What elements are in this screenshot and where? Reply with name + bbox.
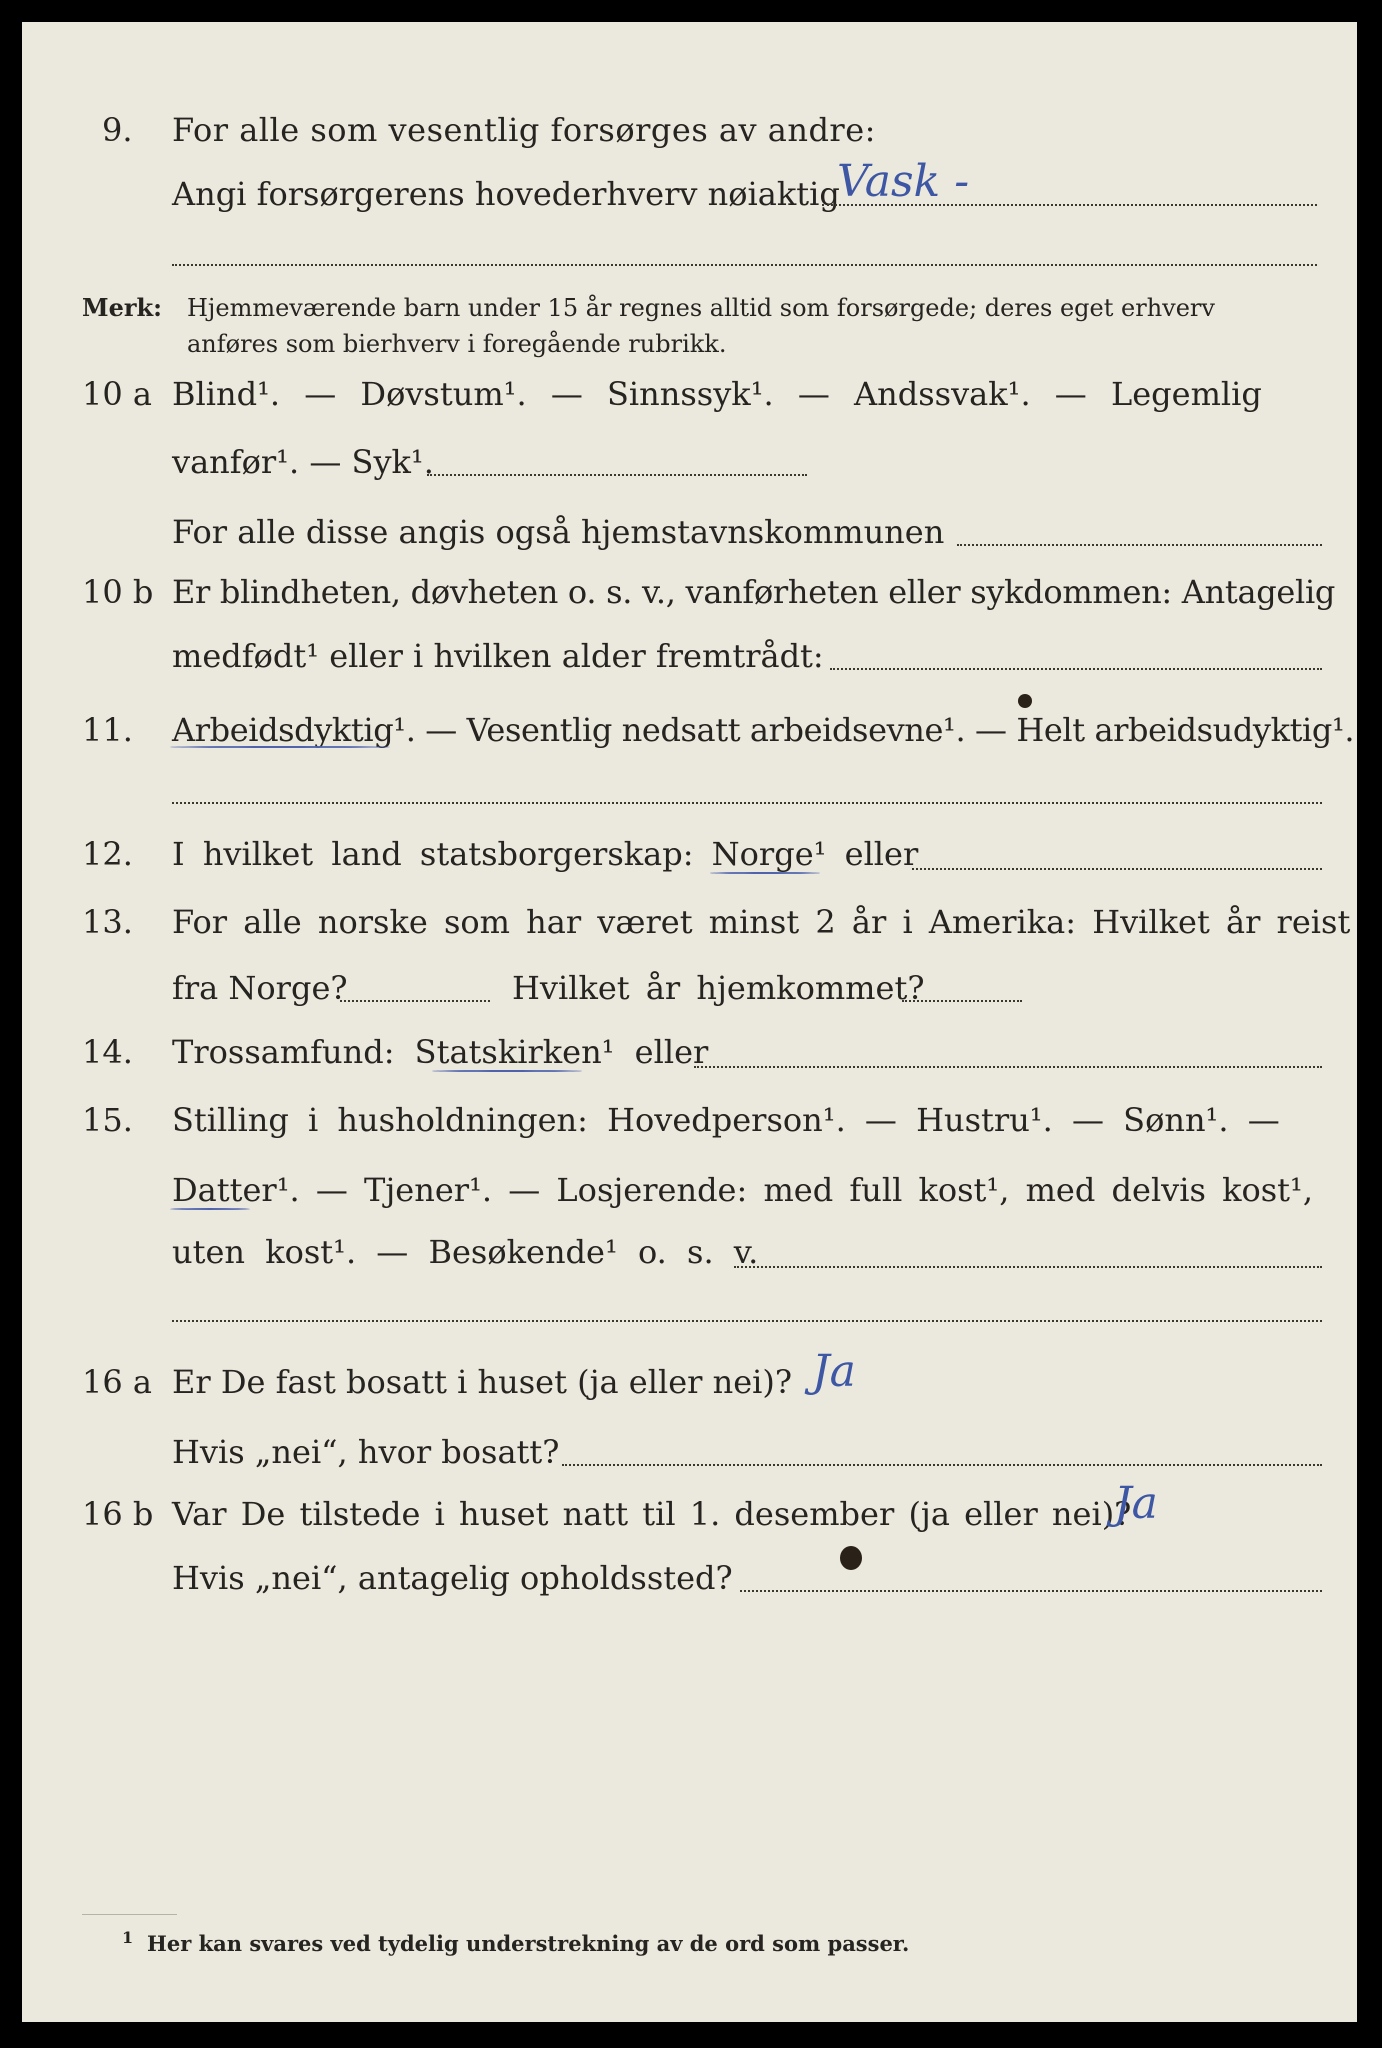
q16a-number: 16 a xyxy=(82,1363,152,1401)
q16b-handwritten-answer: Ja xyxy=(1114,1478,1158,1529)
q15-underline-mark xyxy=(170,1208,250,1210)
q12-underline-mark xyxy=(710,872,820,874)
q9-number: 9. xyxy=(102,111,133,149)
q10a-kommune-line xyxy=(957,544,1322,546)
q13-number: 13. xyxy=(82,903,133,941)
q13-line2b: Hvilket år hjemkommet? xyxy=(512,969,925,1007)
q13-line2a: fra Norge? xyxy=(172,969,348,1007)
q11-underline-mark xyxy=(170,746,390,748)
q10b-line1: Er blindheten, døvheten o. s. v., vanførheten eller sykdommen: Antagelig xyxy=(172,573,1336,611)
q16a-line1: Er De fast bosatt i huset (ja eller nei)? xyxy=(172,1363,793,1401)
footnote-text: Her kan svares ved tydelig understrekning av de ord som passer. xyxy=(147,1931,910,1956)
q15-line1: Stilling i husholdningen: Hovedperson¹. — Hustru¹. — Sønn¹. — xyxy=(172,1101,1280,1139)
q16b-line1: Var De tilstede i huset natt til 1. desember (ja eller nei)? xyxy=(172,1495,1132,1533)
q13-hjemkommet-line xyxy=(902,1000,1022,1002)
q16b-line2: Hvis „nei“, antagelig opholdssted? xyxy=(172,1559,733,1597)
q10b-line2: medfødt¹ eller i hvilken alder fremtrådt: xyxy=(172,637,824,675)
q10b-number: 10 b xyxy=(82,573,154,611)
q11-extra-line xyxy=(172,802,1322,804)
ink-blot xyxy=(1018,694,1032,708)
q9-extra-line xyxy=(172,264,1317,266)
census-form-page xyxy=(22,22,1357,2022)
q15-number: 15. xyxy=(82,1101,133,1139)
ink-blot-2 xyxy=(840,1546,862,1570)
q10a-syk-line xyxy=(427,474,807,476)
q15-extra-line xyxy=(172,1320,1322,1322)
footnote-mark: 1 xyxy=(122,1928,134,1947)
q10a-line2: vanfør¹. — Syk¹. xyxy=(172,443,434,481)
q13-reist-line xyxy=(340,1000,490,1002)
q12-line1: I hvilket land statsborgerskap: Norge¹ eller xyxy=(172,835,919,873)
q16b-number: 16 b xyxy=(82,1495,154,1533)
merk-line2: anføres som bierhverv i foregående rubrikk. xyxy=(187,330,727,358)
q15-line3: uten kost¹. — Besøkende¹ o. s. v. xyxy=(172,1233,759,1271)
q14-line1: Trossamfund: Statskirken¹ eller xyxy=(172,1033,709,1071)
q16a-line2: Hvis „nei“, hvor bosatt? xyxy=(172,1433,560,1471)
q9-line1: For alle som vesentlig forsørges av andre: xyxy=(172,111,876,149)
merk-line1: Hjemmeværende barn under 15 år regnes alltid som forsørgede; deres eget erhverv xyxy=(187,294,1215,322)
q10b-answer-line xyxy=(830,668,1322,670)
q12-number: 12. xyxy=(82,835,133,873)
merk-label: Merk: xyxy=(82,293,162,322)
q16b-opholdssted-line xyxy=(740,1590,1322,1592)
q14-underline-mark xyxy=(432,1070,582,1072)
q10a-number: 10 a xyxy=(82,375,152,413)
q14-number: 14. xyxy=(82,1033,133,1071)
q11-number: 11. xyxy=(82,711,133,749)
q15-answer-line xyxy=(734,1266,1322,1268)
q9-line2: Angi forsørgerens hovederhverv nøiaktig xyxy=(172,175,840,213)
q11-line1: Arbeidsdyktig¹. — Vesentlig nedsatt arbeidsevne¹. — Helt arbeidsudyktig¹. xyxy=(172,711,1355,749)
q14-answer-line xyxy=(694,1066,1322,1068)
footnote-rule xyxy=(82,1914,177,1915)
q9-handwritten-answer: Vask - xyxy=(837,156,970,207)
q12-answer-line xyxy=(912,868,1322,870)
q16a-bosatt-line xyxy=(562,1464,1322,1466)
q10a-line1: Blind¹. — Døvstum¹. — Sinnssyk¹. — Andssvak¹. — Legemlig xyxy=(172,375,1262,413)
q15-line2: Datter¹. — Tjener¹. — Losjerende: med full kost¹, med delvis kost¹, xyxy=(172,1171,1314,1209)
q16a-handwritten-answer: Ja xyxy=(812,1346,856,1397)
q10a-line3: For alle disse angis også hjemstavnskommunen xyxy=(172,513,945,551)
q13-line1: For alle norske som har været minst 2 år i Amerika: Hvilket år reist xyxy=(172,903,1351,941)
merk-note xyxy=(187,290,1302,362)
